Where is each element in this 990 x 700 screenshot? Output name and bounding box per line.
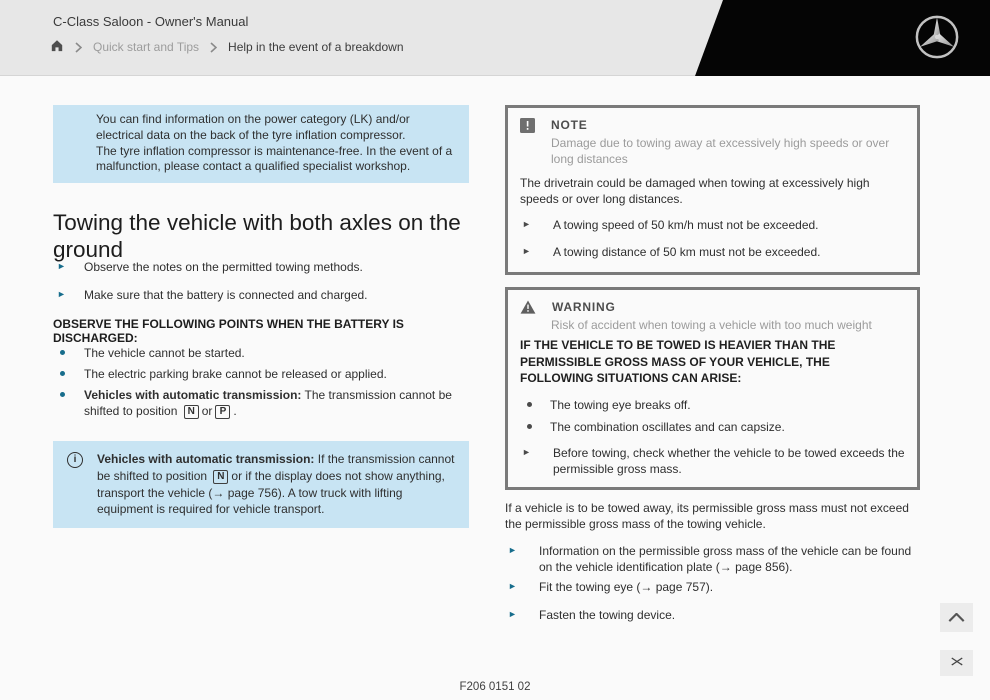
breadcrumb-parent[interactable]: Quick start and Tips xyxy=(93,40,200,54)
step-text: Information on the permissible gross mass of the vehicle can be found on the vehicle identification plate (→ page 856). xyxy=(539,544,912,574)
bullet-text: The towing eye breaks off. xyxy=(550,397,691,412)
info-icon: i xyxy=(67,452,83,468)
note-subtitle: Damage due to towing away at excessively high speeds or over long distances xyxy=(551,136,890,166)
step-arrow-icon: ► xyxy=(508,609,517,619)
section-heading: Towing the vehicle with both axles on the ground xyxy=(53,210,461,263)
info-box-compressor xyxy=(53,105,469,183)
info-box-paragraph: The tyre inflation compressor is maintenance-free. In the event of a malfunction, please contact a qualified specialist workshop. xyxy=(96,143,453,174)
breadcrumb-current: Help in the event of a breakdown xyxy=(228,40,404,54)
home-button[interactable] xyxy=(50,39,64,55)
warning-body: IF THE VEHICLE TO BE TOWED IS HEAVIER THAN THE PERMISSIBLE GROSS MASS OF YOUR VEHICLE, THE FOLLOWING SITUATIONS CAN ARISE: xyxy=(520,338,836,385)
list-item xyxy=(505,579,919,595)
list-item xyxy=(53,259,473,275)
chevron-right-icon xyxy=(210,42,217,53)
chevron-right-icon xyxy=(75,42,82,53)
list-item xyxy=(520,419,905,435)
bullet-text: The vehicle cannot be started. xyxy=(84,346,245,360)
towing-steps-list xyxy=(53,259,473,315)
step-text: Before towing, check whether the vehicle to be towed exceeds the permissible gross mass. xyxy=(553,445,905,476)
bullet-icon xyxy=(527,424,532,429)
note-body: The drivetrain could be damaged when towing at excessively high speeds or over long distances. xyxy=(520,176,870,206)
step-arrow-icon: ► xyxy=(522,446,531,457)
brand-corner xyxy=(695,0,990,76)
warning-label: WARNING xyxy=(552,300,616,314)
bullet-icon xyxy=(60,350,65,355)
step-arrow-icon: ► xyxy=(57,289,66,299)
list-item xyxy=(505,543,919,575)
chevron-up-icon xyxy=(948,609,965,627)
note-box-header xyxy=(520,117,905,133)
step-text: Make sure that the battery is connected and charged. xyxy=(84,288,368,302)
battery-points-list xyxy=(53,345,473,425)
mercedes-star-logo xyxy=(914,14,960,65)
warning-triangle-icon xyxy=(520,300,536,314)
key-cap-n: N xyxy=(213,470,228,484)
bullet-text: The combination oscillates and can capsize. xyxy=(550,419,785,434)
bullet-icon xyxy=(527,402,532,407)
list-item xyxy=(53,366,473,382)
bullet-text: Vehicles with automatic transmission: The transmission cannot be shifted to position N or P . xyxy=(84,388,452,418)
breadcrumb xyxy=(50,39,404,55)
header-bar xyxy=(0,0,990,76)
key-cap-p: P xyxy=(215,405,230,419)
key-cap-n: N xyxy=(184,405,199,419)
page-title: C-Class Saloon - Owner's Manual xyxy=(53,14,249,29)
list-item xyxy=(520,445,905,477)
step-arrow-icon: ► xyxy=(508,581,517,591)
step-text: Fasten the towing device. xyxy=(539,608,676,622)
step-arrow-icon: ► xyxy=(522,219,531,229)
list-item xyxy=(520,397,905,413)
bullet-icon xyxy=(60,371,65,376)
note-box xyxy=(505,105,920,275)
note-exclamation-icon xyxy=(520,118,535,133)
step-arrow-icon: ► xyxy=(508,545,517,555)
list-item xyxy=(53,287,473,303)
list-item xyxy=(520,244,905,260)
warning-box-header xyxy=(520,299,905,315)
home-icon xyxy=(50,39,64,55)
footnote-button[interactable] xyxy=(940,650,973,676)
warning-box xyxy=(505,287,920,490)
step-text: Fit the towing eye (→ page 757). xyxy=(539,580,714,594)
crossed-arrows-icon xyxy=(950,654,964,672)
bold-lead: Vehicles with automatic transmission: xyxy=(84,388,302,402)
info-box-text: Vehicles with automatic transmission: If the transmission cannot be shifted to position N or if the display does not show anything, transport the vehicle (→ page 756). A tow truck with lifting equipment is required for vehicle transport. xyxy=(97,452,455,516)
scroll-to-top-button[interactable] xyxy=(940,603,973,632)
step-arrow-icon: ► xyxy=(57,261,66,271)
info-box-transmission xyxy=(53,441,469,528)
document-code: F206 0151 02 xyxy=(459,681,531,693)
bold-lead: Vehicles with automatic transmission: xyxy=(97,452,315,466)
towing-action-steps xyxy=(505,543,919,623)
step-text: Observe the notes on the permitted towing methods. xyxy=(84,260,363,274)
step-arrow-icon: ► xyxy=(522,246,531,256)
list-item xyxy=(53,345,473,361)
bullet-text: The electric parking brake cannot be released or applied. xyxy=(84,367,387,381)
step-text: A towing distance of 50 km must not be exceeded. xyxy=(553,245,821,259)
battery-subheading: OBSERVE THE FOLLOWING POINTS WHEN THE BATTERY IS DISCHARGED: xyxy=(53,317,404,345)
note-label: NOTE xyxy=(551,118,588,132)
list-item xyxy=(505,607,919,623)
step-text: A towing speed of 50 km/h must not be exceeded. xyxy=(553,218,819,232)
info-box-paragraph: You can find information on the power category (LK) and/or electrical data on the back of the tyre inflation compressor. xyxy=(96,112,410,142)
list-item xyxy=(520,217,905,233)
warning-subtitle: Risk of accident when towing a vehicle with too much weight xyxy=(551,318,872,332)
gross-mass-paragraph: If a vehicle is to be towed away, its permissible gross mass must not exceed the permissible gross mass of the towing vehicle. xyxy=(505,501,909,531)
list-item xyxy=(53,387,473,420)
bullet-icon xyxy=(60,392,65,397)
